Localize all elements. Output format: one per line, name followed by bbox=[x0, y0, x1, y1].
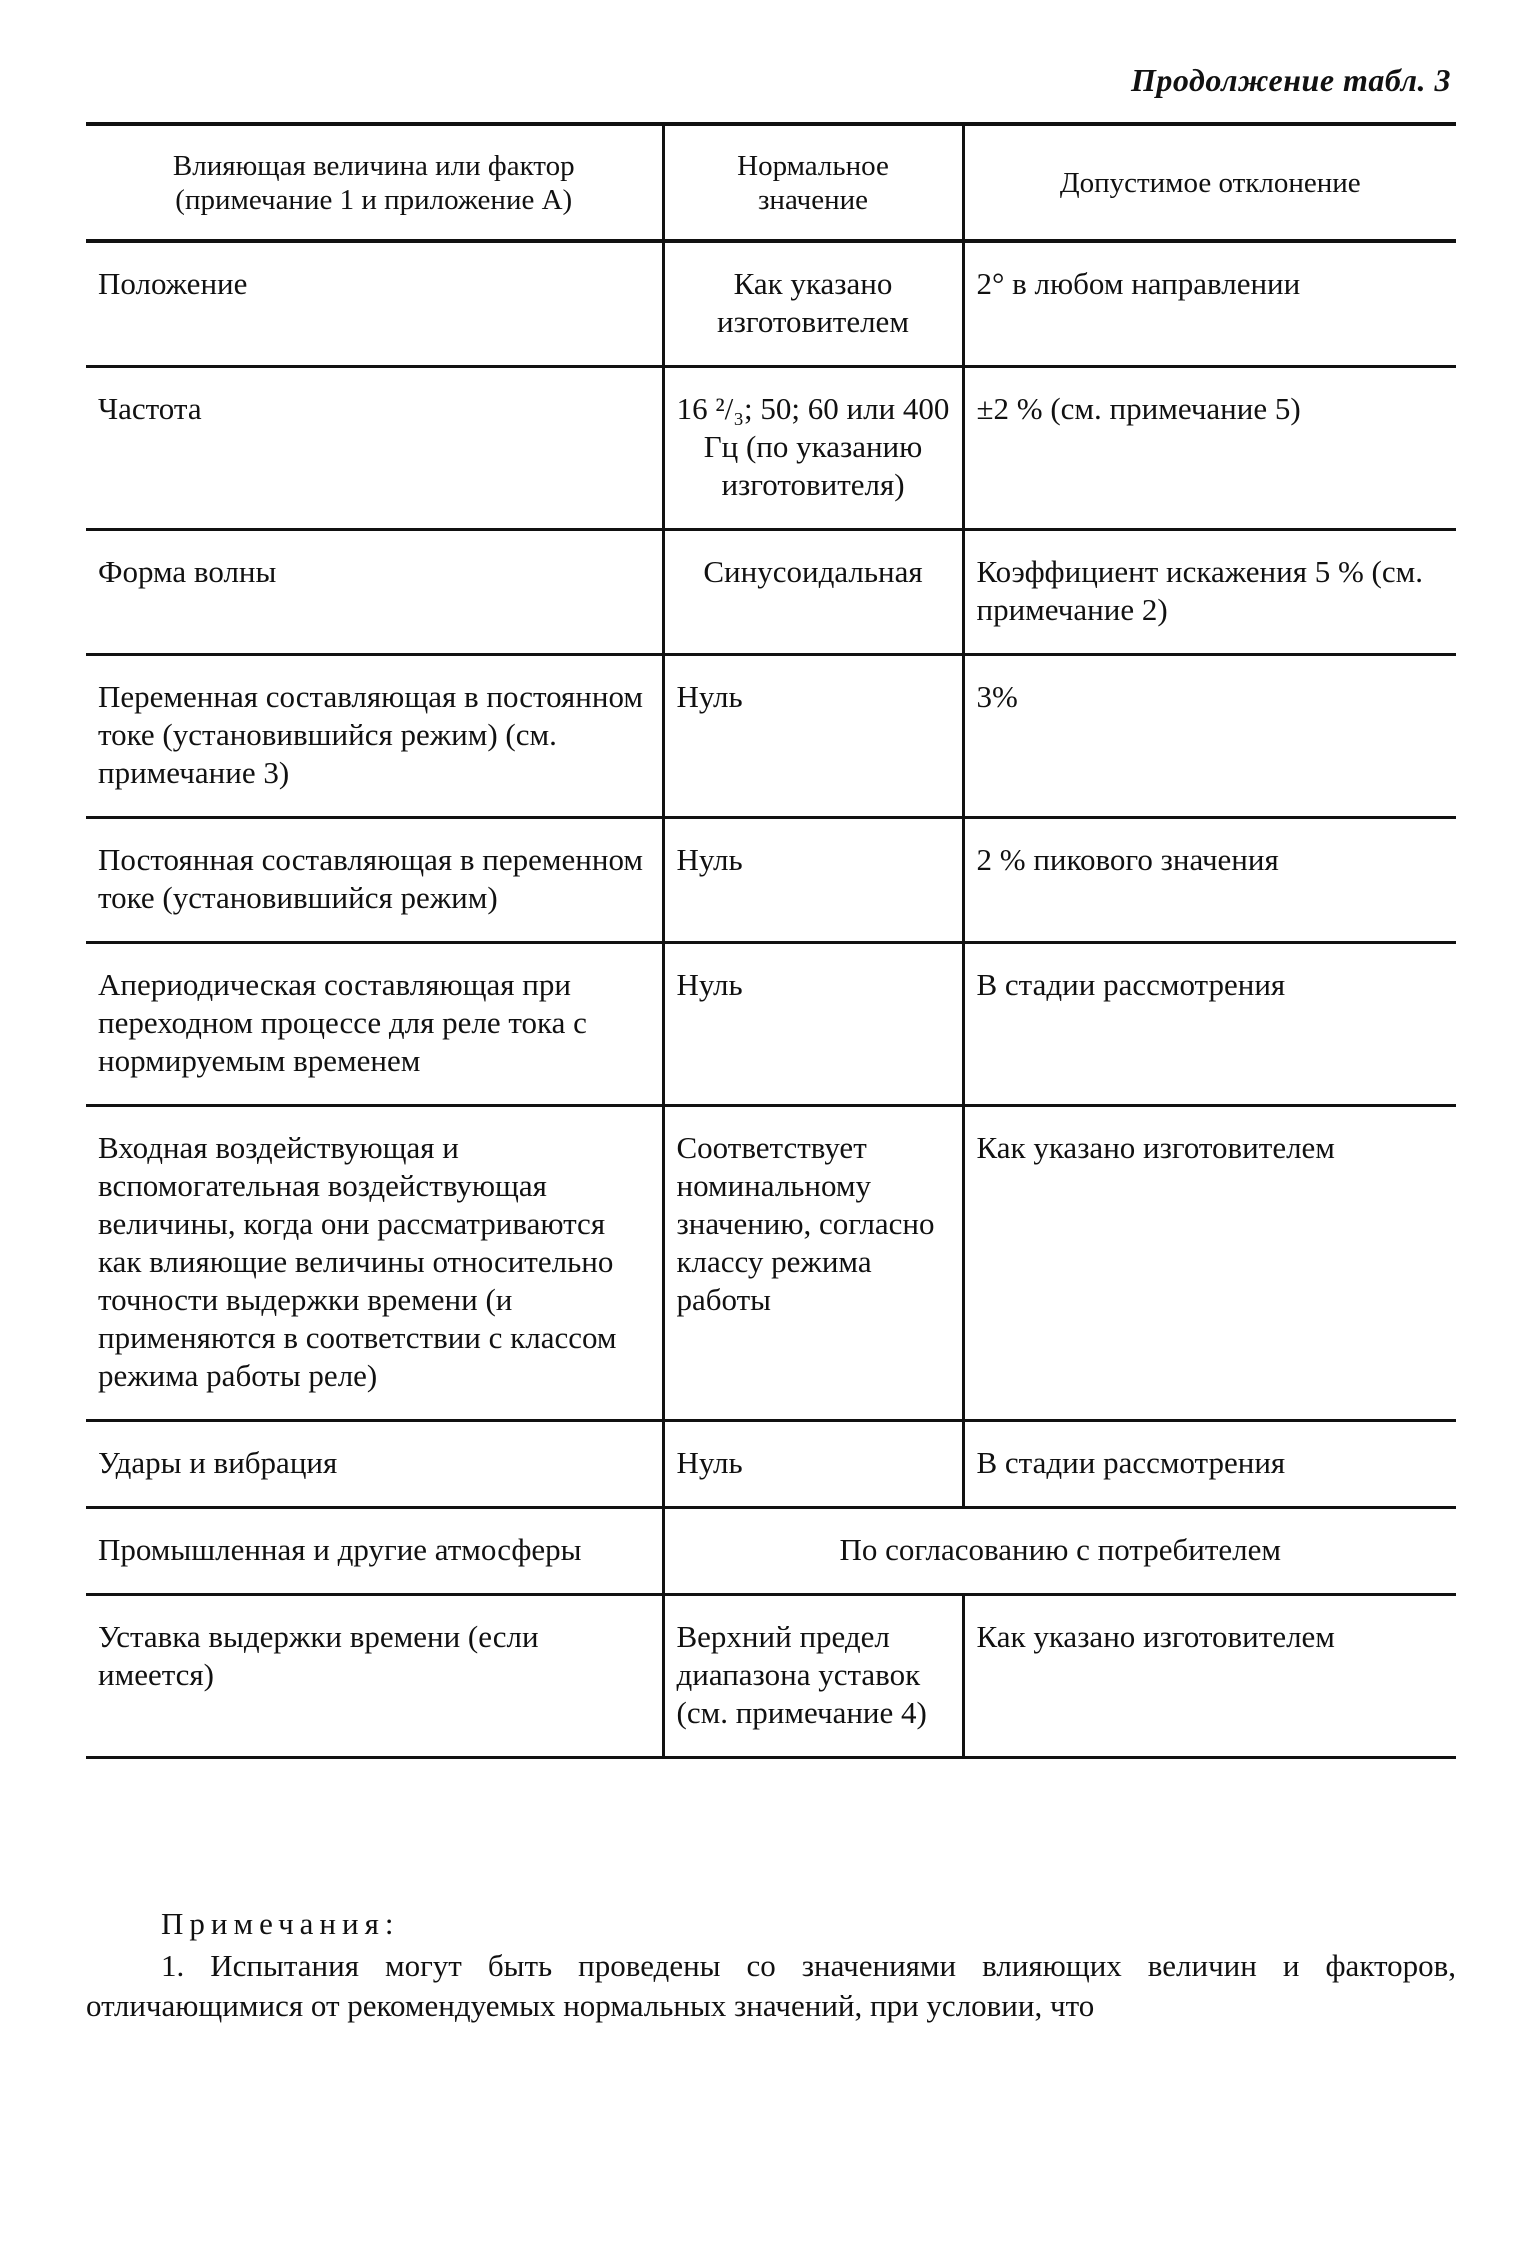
cell-deviation: 2 % пикового значения bbox=[963, 818, 1456, 943]
cell-factor: Уставка выдержки времени (если имеется) bbox=[98, 1619, 539, 1692]
table-header-row bbox=[86, 124, 1456, 241]
table-row bbox=[86, 1421, 1456, 1508]
note-paragraph: 1. Испытания могут быть проведены со значениями влияющих величин и факторов, отличающимися от рекомендуемых нормальных значений, при условии, что bbox=[86, 1948, 1456, 2023]
table-row bbox=[86, 1106, 1456, 1421]
cell-factor: Постоянная составляющая в переменном токе (установившийся режим) bbox=[98, 842, 643, 915]
header-deviation: Допустимое отклонение bbox=[963, 124, 1456, 241]
table-row bbox=[86, 241, 1456, 367]
cell-normal-value: Синусоидальная bbox=[663, 530, 963, 655]
cell-deviation: ±2 % (см. примечание 5) bbox=[963, 367, 1456, 530]
cell-factor: Положение bbox=[98, 266, 248, 301]
table-row bbox=[86, 655, 1456, 818]
cell-deviation: Как указано изготовителем bbox=[963, 1106, 1456, 1421]
cell-normal-value: Нуль bbox=[663, 1421, 963, 1508]
cell-factor: Входная воздействующая и вспомогательная воздействующая величины, когда они рассматриваются как влияющие величины относительно точности выдержки времени (и применяются в соответствии с классом режима работы реле) bbox=[98, 1130, 617, 1393]
table-row bbox=[86, 530, 1456, 655]
header-normal-value: Нормальное значение bbox=[663, 124, 963, 241]
cell-factor: Форма волны bbox=[98, 554, 277, 589]
table-row bbox=[86, 367, 1456, 530]
cell-factor: Апериодическая составляющая при переходном процессе для реле тока с нормируемым временем bbox=[98, 967, 587, 1078]
notes-section bbox=[86, 1904, 1456, 2026]
cell-deviation: Коэффициент искажения 5 % (см. примечание 2) bbox=[963, 530, 1456, 655]
cell-normal-value: Нуль bbox=[663, 943, 963, 1106]
cell-factor: Промышленная и другие атмосферы bbox=[98, 1532, 582, 1567]
cell-factor: Частота bbox=[98, 391, 202, 426]
cell-normal-value: Соответствует номинальному значению, согласно классу режима работы bbox=[663, 1106, 963, 1421]
table-row bbox=[86, 818, 1456, 943]
cell-deviation: 3% bbox=[963, 655, 1456, 818]
cell-normal-value: Нуль bbox=[663, 655, 963, 818]
cell-deviation: Как указано изготовителем bbox=[963, 1595, 1456, 1758]
table-row bbox=[86, 943, 1456, 1106]
influence-factors-table-wrap bbox=[86, 122, 1456, 1759]
influence-factors-table bbox=[86, 122, 1456, 1759]
cell-factor: Переменная составляющая в постоянном токе (установившийся режим) (см. примечание 3) bbox=[98, 679, 643, 790]
cell-merged-value: По согласованию с потребителем bbox=[663, 1508, 1456, 1595]
table-row bbox=[86, 1595, 1456, 1758]
cell-deviation: В стадии рассмотрения bbox=[963, 943, 1456, 1106]
table-header bbox=[86, 124, 1456, 241]
page-header: Продолжение табл. 3 bbox=[1131, 62, 1451, 98]
cell-deviation: 2° в любом направлении bbox=[963, 241, 1456, 367]
cell-normal-value: Нуль bbox=[663, 818, 963, 943]
cell-factor: Удары и вибрация bbox=[98, 1445, 338, 1480]
cell-normal-value: Как указано изготовителем bbox=[663, 241, 963, 367]
notes-title: Примечания: bbox=[161, 1906, 400, 1941]
cell-deviation: В стадии рассмотрения bbox=[963, 1421, 1456, 1508]
table-row-merged bbox=[86, 1508, 1456, 1595]
table-body bbox=[86, 241, 1456, 1758]
header-factor: Влияющая величина или фактор (примечание 1 и приложение А) bbox=[172, 149, 575, 216]
cell-normal-value: Верхний предел диапазона уставок (см. примечание 4) bbox=[663, 1595, 963, 1758]
cell-normal-value: 16 ²/₃; 50; 60 или 400 Гц (по указанию изготовителя) bbox=[663, 367, 963, 530]
